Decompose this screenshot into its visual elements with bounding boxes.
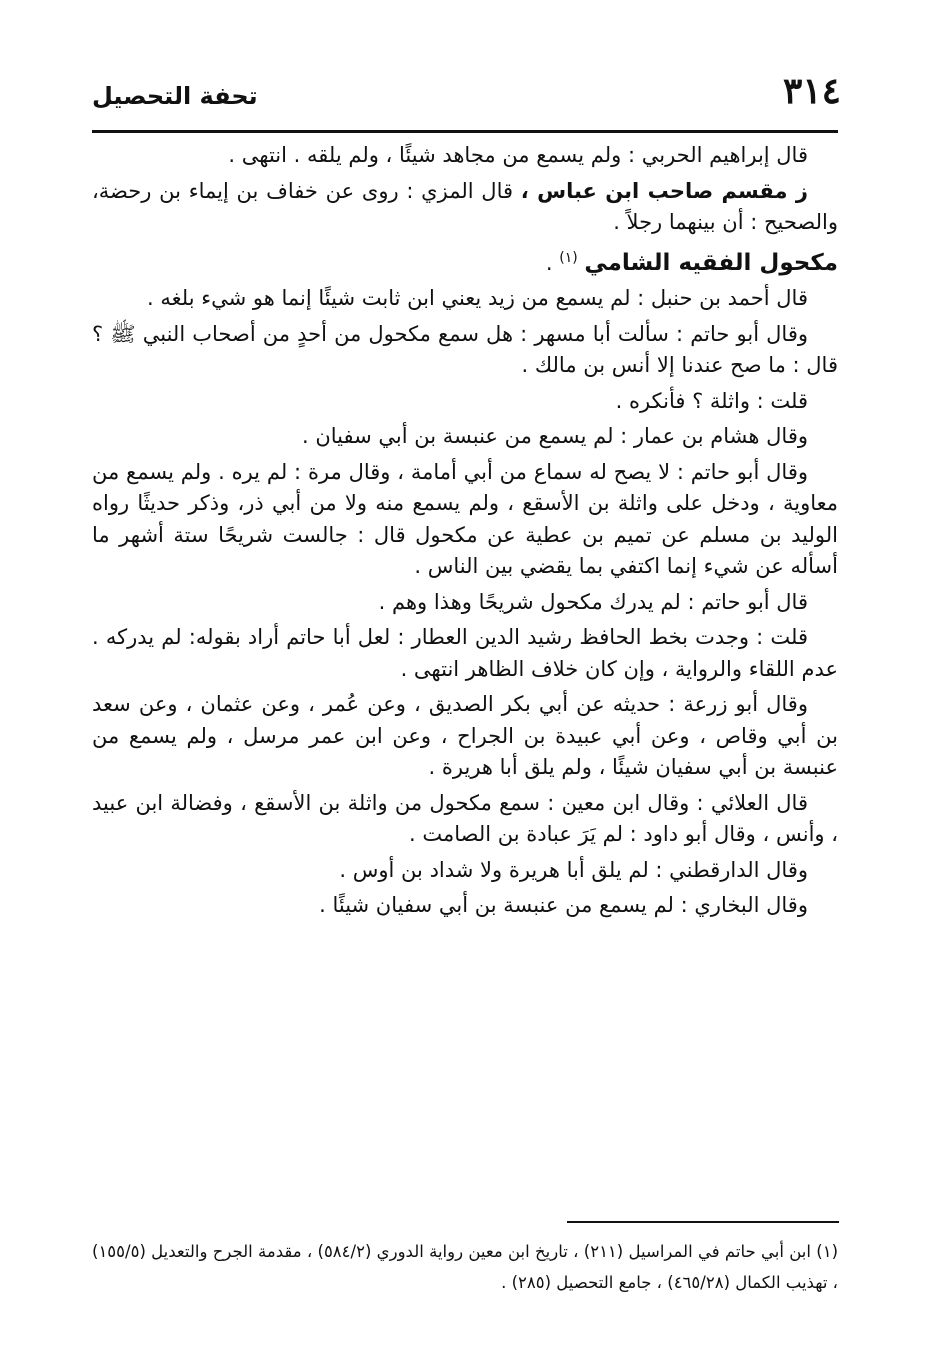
footnote-ref: (١) [559, 249, 578, 266]
entry-heading: مكحول الفقيه الشامي [584, 249, 838, 276]
footnotes [92, 1236, 838, 1298]
paragraph: قال العلائي : وقال ابن معين : سمع مكحول من واثلة بن الأسقع ، وفضالة ابن عبيد ، وأنس ، وقال أبو داود : لم يَرَ عبادة بن الصامت . [92, 790, 838, 846]
paragraph-text: قال المزي : روى عن خفاف بن إيماء بن رحضة، والصحيح : أن بينهما رجلاً . [92, 178, 838, 234]
body-text [92, 140, 838, 926]
paragraph: وقال البخاري : لم يسمع من عنبسة بن أبي سفيان شيئًا . [319, 893, 808, 917]
paragraph-text: . [545, 250, 560, 275]
header-rule [92, 130, 838, 133]
paragraph: وقال الدارقطني : لم يلق أبا هريرة ولا شداد بن أوس . [339, 857, 808, 882]
paragraph: قال أبو حاتم : لم يدرك مكحول شريحًا وهذا وهم . [378, 589, 808, 614]
paragraph: قال أحمد بن حنبل : لم يسمع من زيد يعني ابن ثابت شيئًا إنما هو شيء بلغه . [147, 286, 808, 310]
paragraph [92, 176, 838, 239]
paragraph: قال إبراهيم الحربي : ولم يسمع من مجاهد شيئًا ، ولم يلقه . انتهى . [228, 143, 808, 167]
paragraph: وقال أبو حاتم : سألت أبا مسهر : هل سمع مكحول من أحدٍ من أصحاب النبي ﷺ ؟ قال : ما صح عندنا إلا أنس بن مالك . [92, 321, 838, 377]
footnote: (١) ابن أبي حاتم في المراسيل (٢١١) ، تاريخ ابن معين رواية الدوري (٥٨٤/٢) ، مقدمة الجرح والتعديل (١٥٥/٥) ، تهذيب الكمال (٤٦٥/٢٨) ، جامع التحصيل (٢٨٥) . [92, 1242, 838, 1292]
paragraph: وقال أبو حاتم : لا يصح له سماع من أبي أمامة ، وقال مرة : لم يره . ولم يسمع من معاوية ، ودخل على واثلة بن الأسقع ، ولم يسمع منه ولا من أبي ذر، وذكر حديثًا رواه الوليد بن مسلم عن تميم بن عطية عن مكحول قال : جالست شريحًا ستة أشهر ما أسأله عن شيء إنما اكتفي بما يقضي بين الناس . [92, 459, 838, 578]
paragraph: قلت : وجدت بخط الحافظ رشيد الدين العطار : لعل أبا حاتم أراد بقوله: لم يدركه . عدم اللقاء والرواية ، وإن كان خلاف الظاهر انتهى . [92, 625, 838, 681]
paragraph: وقال أبو زرعة : حديثه عن أبي بكر الصديق ، وعن عُمر ، وعن عثمان ، وعن سعد بن أبي وقاص ، وعن أبي عبيدة بن الجراح ، وعن ابن عمر مرسل ، ولم يسمع من عنبسة بن أبي سفيان شيئًا ، ولم يلق أبا هريرة . [92, 692, 838, 779]
entry-heading-paragraph [92, 243, 838, 280]
footnote-rule [567, 1221, 839, 1223]
entry-lead: ز مقسم صاحب ابن عباس ، [520, 178, 808, 203]
page-number: ٣١٤ [782, 70, 841, 112]
paragraph: قلت : واثلة ؟ فأنكره . [615, 388, 808, 413]
paragraph: وقال هشام بن عمار : لم يسمع من عنبسة بن أبي سفيان . [301, 424, 808, 448]
running-title: تحفة التحصيل [92, 82, 258, 110]
